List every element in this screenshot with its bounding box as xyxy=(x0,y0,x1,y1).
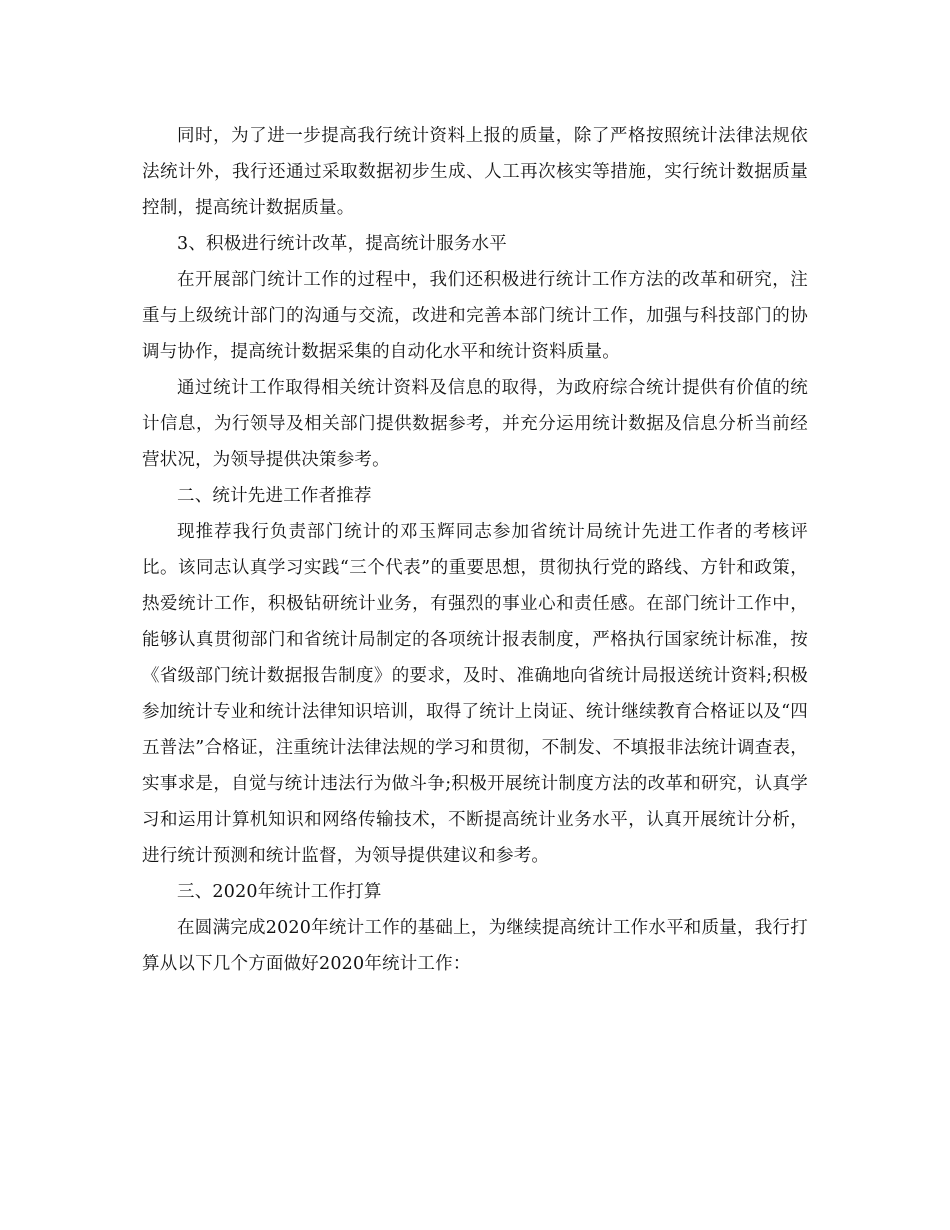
document-body xyxy=(142,118,808,982)
heading-advanced-worker-recommendation: 二、统计先进工作者推荐 xyxy=(177,486,372,506)
paragraph-recommendation-details: 现推荐我行负责部门统计的邓玉辉同志参加省统计局统计先进工作者的考核评比。该同志认真学习实践“三个代表”的重要思想，贯彻执行党的路线、方针和政策，热爱统计工作，积极钻研统计业务，有强烈的事业心和责任感。在部门统计工作中，能够认真贯彻部门和省统计局制定的各项统计报表制度，严格执行国家统计标准，按《省级部门统计数据报告制度》的要求，及时、准确地向省统计局报送统计资料;积极参加统计专业和统计法律知识培训，取得了统计上岗证、统计继续教育合格证以及“四五普法”合格证，注重统计法律法规的学习和贯彻，不制发、不填报非法统计调查表，实事求是，自觉与统计违法行为做斗争;积极开展统计制度方法的改革和研究，认真学习和运用计算机知识和网络传输技术，不断提高统计业务水平，认真开展统计分析，进行统计预测和统计监督，为领导提供建议和参考。 xyxy=(142,522,808,866)
paragraph-reform-and-research: 在开展部门统计工作的过程中，我们还积极进行统计工作方法的改革和研究，注重与上级统计部门的沟通与交流，改进和完善本部门统计工作，加强与科技部门的协调与协作，提高统计数据采集的自动化水平和统计资料质量。 xyxy=(142,270,808,362)
paragraph-2020-plan-intro: 在圆满完成2020年统计工作的基础上，为继续提高统计工作水平和质量，我行打算从以下几个方面做好2020年统计工作： xyxy=(142,918,808,974)
heading-2020-work-plan: 三、2020年统计工作打算 xyxy=(177,882,382,902)
paragraph-statistical-information: 通过统计工作取得相关统计资料及信息的取得，为政府综合统计提供有价值的统计信息，为行领导及相关部门提供数据参考，并充分运用统计数据及信息分析当前经营状况，为领导提供决策参考。 xyxy=(142,378,808,470)
paragraph-data-quality-control: 同时，为了进一步提高我行统计资料上报的质量，除了严格按照统计法律法规依法统计外，我行还通过采取数据初步生成、人工再次核实等措施，实行统计数据质量控制，提高统计数据质量。 xyxy=(142,126,808,218)
heading-statistics-reform: 3、积极进行统计改革，提高统计服务水平 xyxy=(177,234,507,254)
